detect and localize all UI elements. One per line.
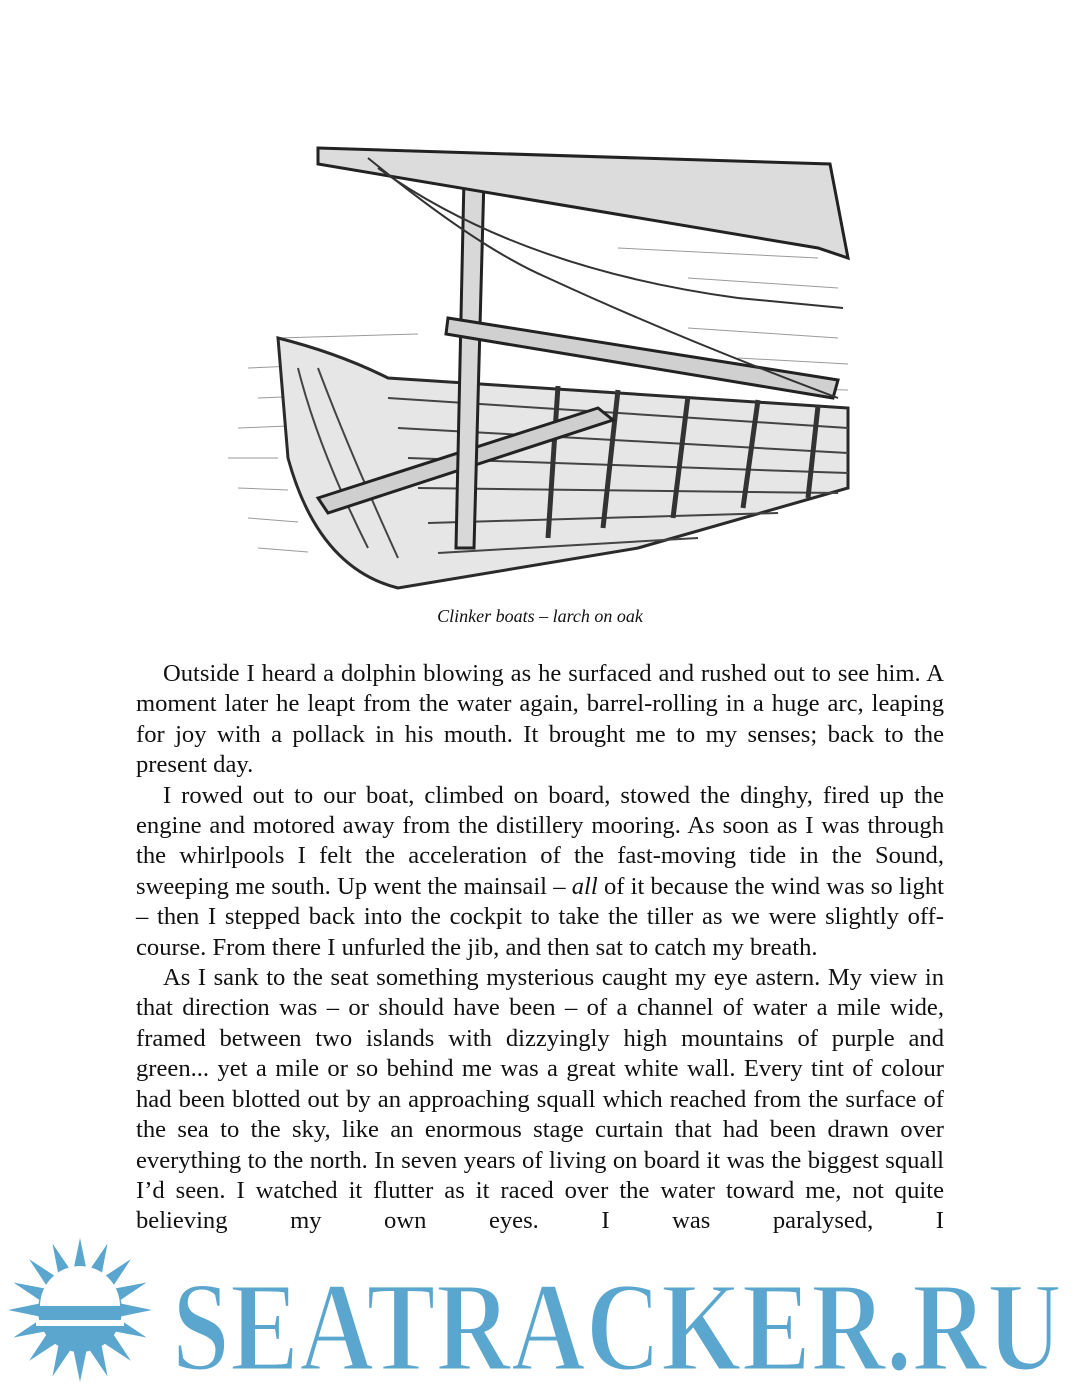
paragraph-2 <box>136 781 944 963</box>
body-text <box>136 659 944 1237</box>
sun-icon <box>8 1238 152 1382</box>
paragraph-3: As I sank to the seat something mysterious caught my eye astern. My view in that direction was – or should have been – of a channel of water a mile wide, framed between two islands with dizzyingly high mountains of purple and green... yet a mile or so behind me was a great white wall. Every tint of colour had been blotted out by an approaching squall which reached from the surface of the sea to the sky, like an enormous stage curtain that had been drawn over everything to the north. In seven years of living on board it was the biggest squall I’d seen. I watched it flutter as it raced over the water toward me, not quite believing my own eyes. I was paralysed, I <box>136 964 944 1235</box>
seatracker-watermark <box>0 1232 1080 1397</box>
watermark-text: SEATRACKER.RU <box>172 1256 1062 1397</box>
paragraph-2-start: I rowed out to our boat, climbed on board, stowed the dinghy, fired up the engine and motored away from the distillery mooring. As soon as I was through the whirlpools I felt the acceleration of the fast-moving tide in the Sound, sweeping me south. Up went the mainsail – <box>136 781 944 900</box>
figure-caption: Clinker boats – larch on oak <box>437 606 643 626</box>
boat-illustration <box>218 128 860 594</box>
paragraph-2-end: of it because the wind was so light – then I stepped back into the cockpit to take the tiller as we were slightly off-course. From there I unfurled the jib, and then sat to catch my breath. <box>136 872 944 961</box>
paragraph-1: Outside I heard a dolphin blowing as he surfaced and rushed out to see him. A moment later he leapt from the water again, barrel-rolling in a huge arc, leaping for joy with a pollack in his mouth. It brought me to my senses; back to the present day. <box>136 660 944 779</box>
paragraph-2-emphasis: all <box>571 872 598 900</box>
